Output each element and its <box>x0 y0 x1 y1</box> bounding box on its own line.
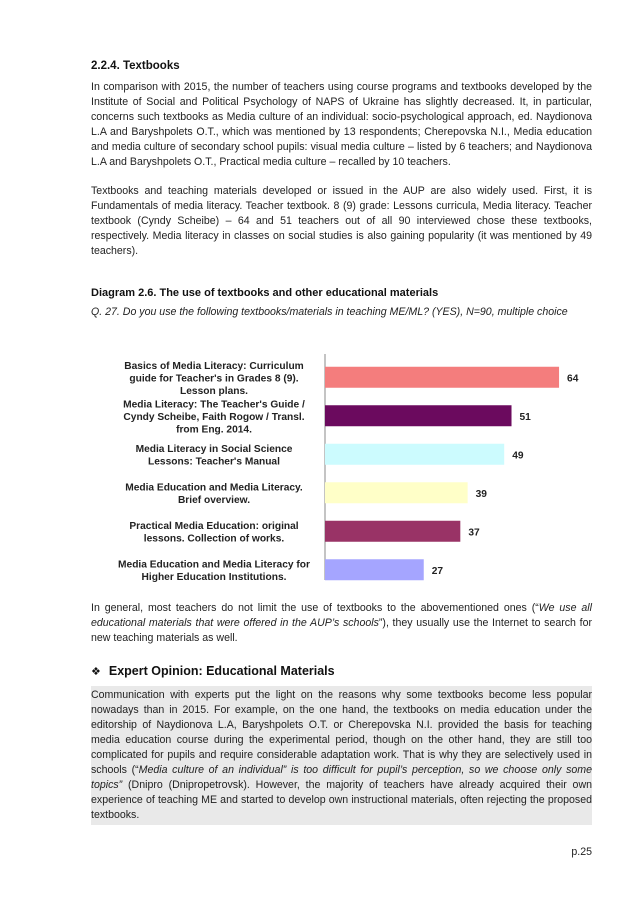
expert-heading-text: Expert Opinion: Educational Materials <box>108 664 335 678</box>
chart-category-label: Media Literacy in Social Science Lessons: Teacher's Manual <box>135 444 293 468</box>
section-heading: 2.2.4. Textbooks <box>91 60 180 72</box>
chart-value-label: 27 <box>431 565 444 577</box>
chart-category-label: Media Literacy: The Teacher's Guide / Cyndy Scheibe, Faith Rogow / Transl. from Eng. 2014. <box>123 399 305 436</box>
expert-text <box>91 688 592 823</box>
expert-opinion-box <box>91 686 592 825</box>
chart-category-label: Practical Media Education: original lessons. Collection of works. <box>129 521 299 545</box>
chart-bar <box>325 444 504 465</box>
expert-heading <box>91 664 335 678</box>
figure-question: Q. 27. Do you use the following textbooks/materials in teaching ME/ML? (YES), N=90, multiple choice <box>91 306 568 318</box>
paragraph-3-quote: We use all educational materials that were offered in the AUP’s schools <box>91 602 593 629</box>
chart-value-label: 64 <box>567 373 579 385</box>
paragraph-3 <box>91 601 592 646</box>
chart-bar <box>325 405 512 426</box>
chart-bar <box>325 521 460 542</box>
chart-value-label: 51 <box>519 411 531 423</box>
chart-category-label: Media Education and Media Literacy for Higher Education Institutions. <box>118 559 310 583</box>
chart-category-label: Basics of Media Literacy: Curriculum guide for Teacher's in Grades 8 (9). Lesson plans. <box>124 360 304 397</box>
paragraph-3-end: ”), they usually use the Internet to search for new teaching materials as well. <box>91 617 592 644</box>
chart-value-label: 49 <box>512 450 524 462</box>
chart-bar <box>325 482 468 503</box>
chart-bar <box>325 367 559 388</box>
chart-value-label: 37 <box>468 527 480 539</box>
paragraph-3-start: In general, most teachers do not limit the use of textbooks to the abovementioned ones (“ <box>91 602 539 614</box>
page-number: p.25 <box>571 846 592 858</box>
expert-text-start: Communication with experts put the light on the reasons why some textbooks become less popular nowadays than in 2015. For example, on the one hand, the textbooks on media education under the editorship of Naydionova L.A, Baryshpolets O.T. or Cherepovska N.I. provided the basis for teaching media education course during the experimental period, though on the other hand, they are still too complicated for pupils and require considerable adaptation work. That is why they are selectively used in schools (“ <box>91 689 592 776</box>
expert-text-end: (Dnipro (Dnipropetrovsk). However, the majority of teachers have already acquired their own experience of teaching ME and started to develop own instructional materials, often rejecting the proposed textbooks. <box>91 779 592 821</box>
chart-category-label: Media Education and Media Literacy. Brief overview. <box>125 482 303 506</box>
paragraph-2: Textbooks and teaching materials developed or issued in the AUP are also widely used. First, it is Fundamentals of media literacy. Teacher textbook. 8 (9) grade: Lessons curricula, Media literacy. Teacher textbook (Cyndy Scheibe) – 64 and 51 teachers out of all 90 interviewed chose these textbooks, respectively. Media literacy in classes on social studies is also gaining popularity (it was mentioned by 49 teachers). <box>91 185 592 257</box>
figure-title: Diagram 2.6. The use of textbooks and other educational materials <box>91 287 439 299</box>
expert-quote: Media culture of an individual” is too difficult for pupil’s perception, so we choose only some topics” <box>91 764 592 791</box>
paragraph-1: In comparison with 2015, the number of teachers using course programs and textbooks developed by the Institute of Social and Political Psychology of NAPS of Ukraine has slightly decreased. It, in particular, concerns such textbooks as Media culture of an individual: socio-psychological approach, ed. Naydionova L.A and Baryshpolets O.T., which was mentioned by 13 respondents; Cherepovska N.I., Media education and media culture of secondary school pupils: visual media culture – listed by 6 teachers; and Naydionova L.A and Baryshpolets O.T., Practical media culture – recalled by 10 teachers. <box>91 81 592 168</box>
bar-chart <box>91 350 592 585</box>
chart-bar <box>325 559 424 580</box>
chart-value-label: 39 <box>475 488 487 500</box>
diamond-bullet-icon: ❖ <box>91 665 101 678</box>
